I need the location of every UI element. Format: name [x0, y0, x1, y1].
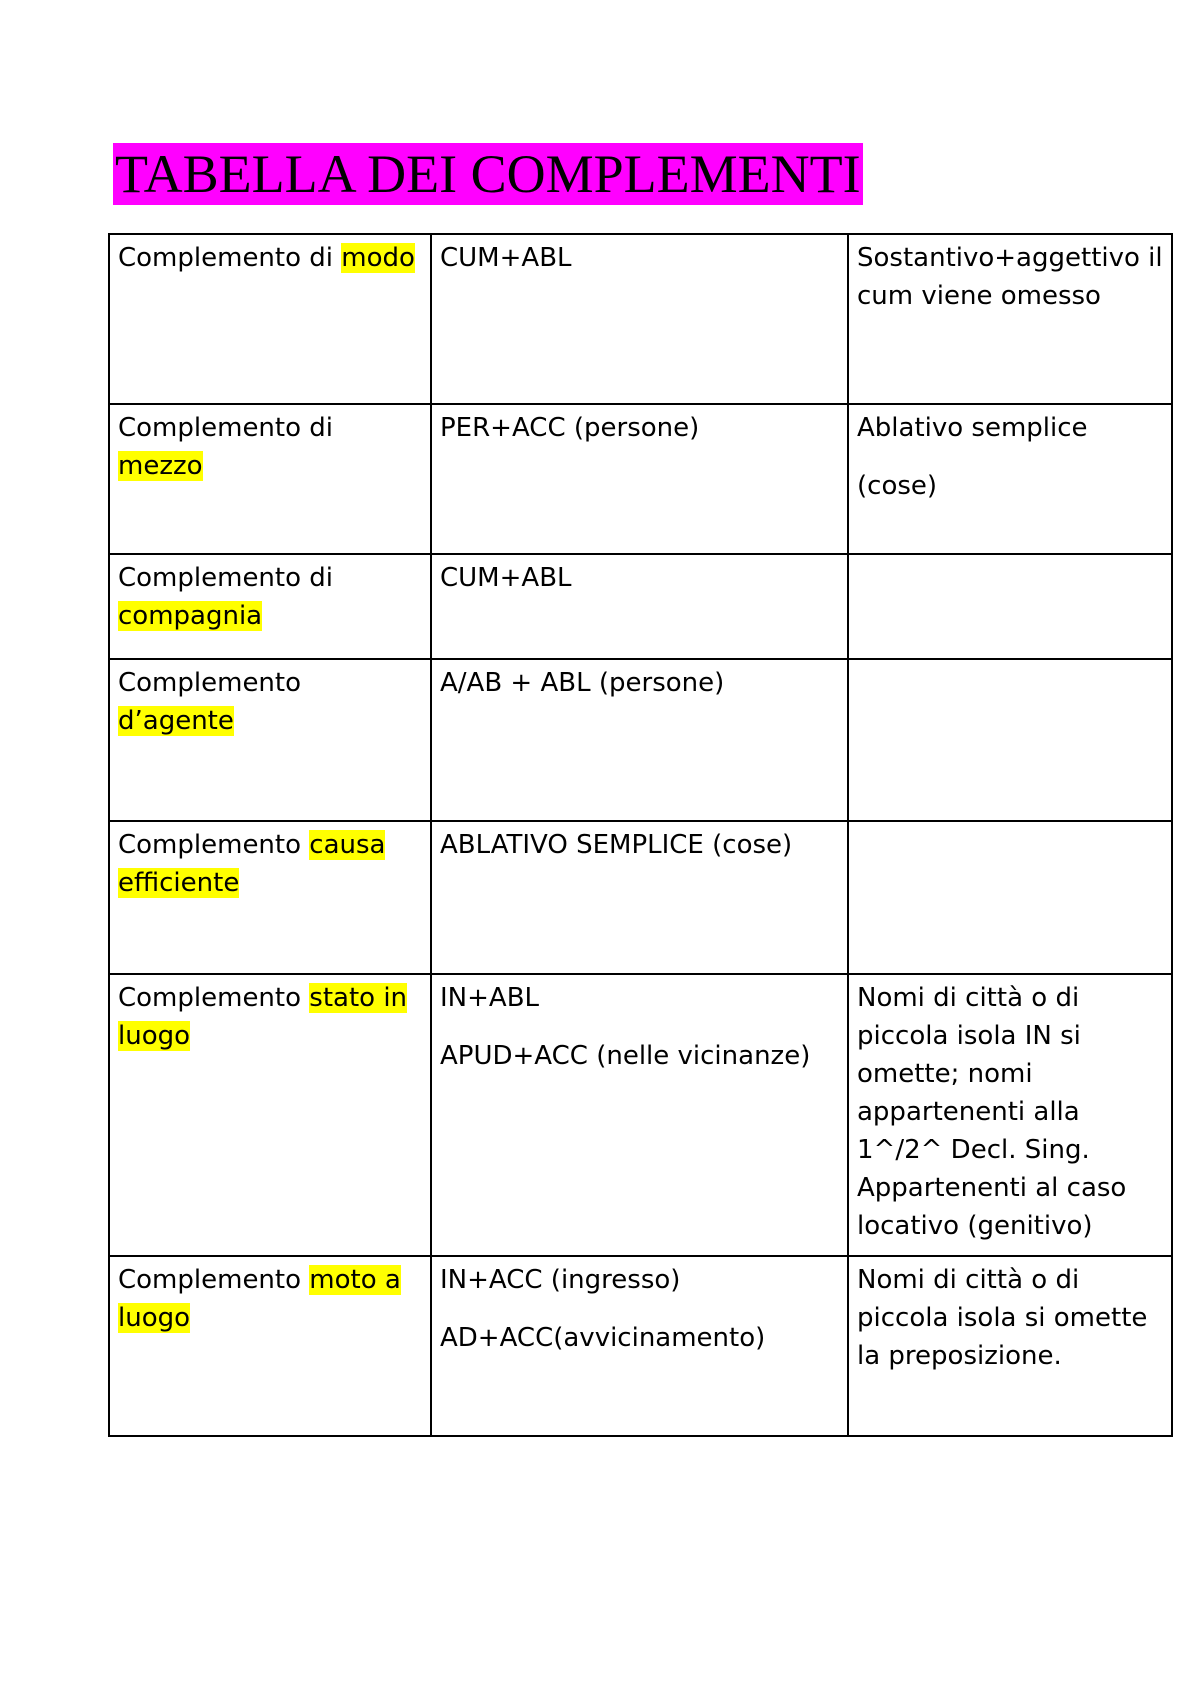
complement-prefix: Complemento di [118, 563, 334, 593]
notes-cell [848, 974, 1172, 1256]
complements-table [108, 233, 1173, 1437]
construction-cell [431, 404, 848, 554]
table-row [109, 821, 1172, 974]
complement-highlight: moto a luogo [118, 1265, 401, 1333]
complement-prefix: Complemento di [118, 243, 334, 273]
construction-cell [431, 554, 848, 659]
complement-name-cell [109, 404, 431, 554]
complement-name-cell [109, 659, 431, 821]
construction-text: PER+ACC (persone) [440, 413, 700, 443]
construction-text: ABLATIVO SEMPLICE (cose) [440, 830, 793, 860]
notes-text: Sostantivo+aggettivo il cum viene omesso [857, 243, 1163, 311]
table-row [109, 974, 1172, 1256]
construction-cell [431, 821, 848, 974]
complement-highlight: modo [341, 243, 415, 273]
complement-prefix: Complemento [118, 1265, 302, 1295]
notes-text: Nomi di città o di piccola isola IN si omette; nomi appartenenti alla 1^/2^ Decl. Sing. Appartenenti al caso locativo (genitivo) [857, 983, 1127, 1241]
table-row [109, 234, 1172, 404]
table-row [109, 659, 1172, 821]
notes-text: (cose) [857, 471, 938, 501]
complement-highlight: compagnia [118, 601, 263, 631]
complement-prefix: Complemento [118, 830, 302, 860]
construction-text: CUM+ABL [440, 563, 572, 593]
construction-cell [431, 1256, 848, 1436]
complement-name-cell [109, 974, 431, 1256]
complement-highlight: stato in luogo [118, 983, 408, 1051]
complement-highlight: causa efficiente [118, 830, 386, 898]
construction-cell [431, 974, 848, 1256]
table-row [109, 404, 1172, 554]
complement-name-cell [109, 821, 431, 974]
construction-text: IN+ABL [440, 983, 540, 1013]
complement-highlight: d’agente [118, 706, 234, 736]
construction-text: CUM+ABL [440, 243, 572, 273]
construction-text: IN+ACC (ingresso) [440, 1265, 681, 1295]
notes-text: Ablativo semplice [857, 413, 1088, 443]
notes-cell [848, 1256, 1172, 1436]
notes-cell [848, 404, 1172, 554]
page-title: TABELLA DEI COMPLEMENTI [115, 144, 861, 204]
complement-prefix: Complemento di [118, 413, 334, 443]
complement-name-cell [109, 554, 431, 659]
complement-highlight: mezzo [118, 451, 203, 481]
notes-cell [848, 821, 1172, 974]
notes-cell [848, 234, 1172, 404]
complement-prefix: Complemento [118, 983, 302, 1013]
construction-text: A/AB + ABL (persone) [440, 668, 725, 698]
notes-cell [848, 659, 1172, 821]
construction-text: APUD+ACC (nelle vicinanze) [440, 1041, 811, 1071]
construction-cell [431, 659, 848, 821]
construction-cell [431, 234, 848, 404]
table-row [109, 1256, 1172, 1436]
table-row [109, 554, 1172, 659]
complement-name-cell [109, 234, 431, 404]
construction-text: AD+ACC(avvicinamento) [440, 1323, 766, 1353]
notes-cell [848, 554, 1172, 659]
complement-name-cell [109, 1256, 431, 1436]
notes-text: Nomi di città o di piccola isola si omette la preposizione. [857, 1265, 1148, 1371]
complement-prefix: Complemento [118, 668, 302, 698]
